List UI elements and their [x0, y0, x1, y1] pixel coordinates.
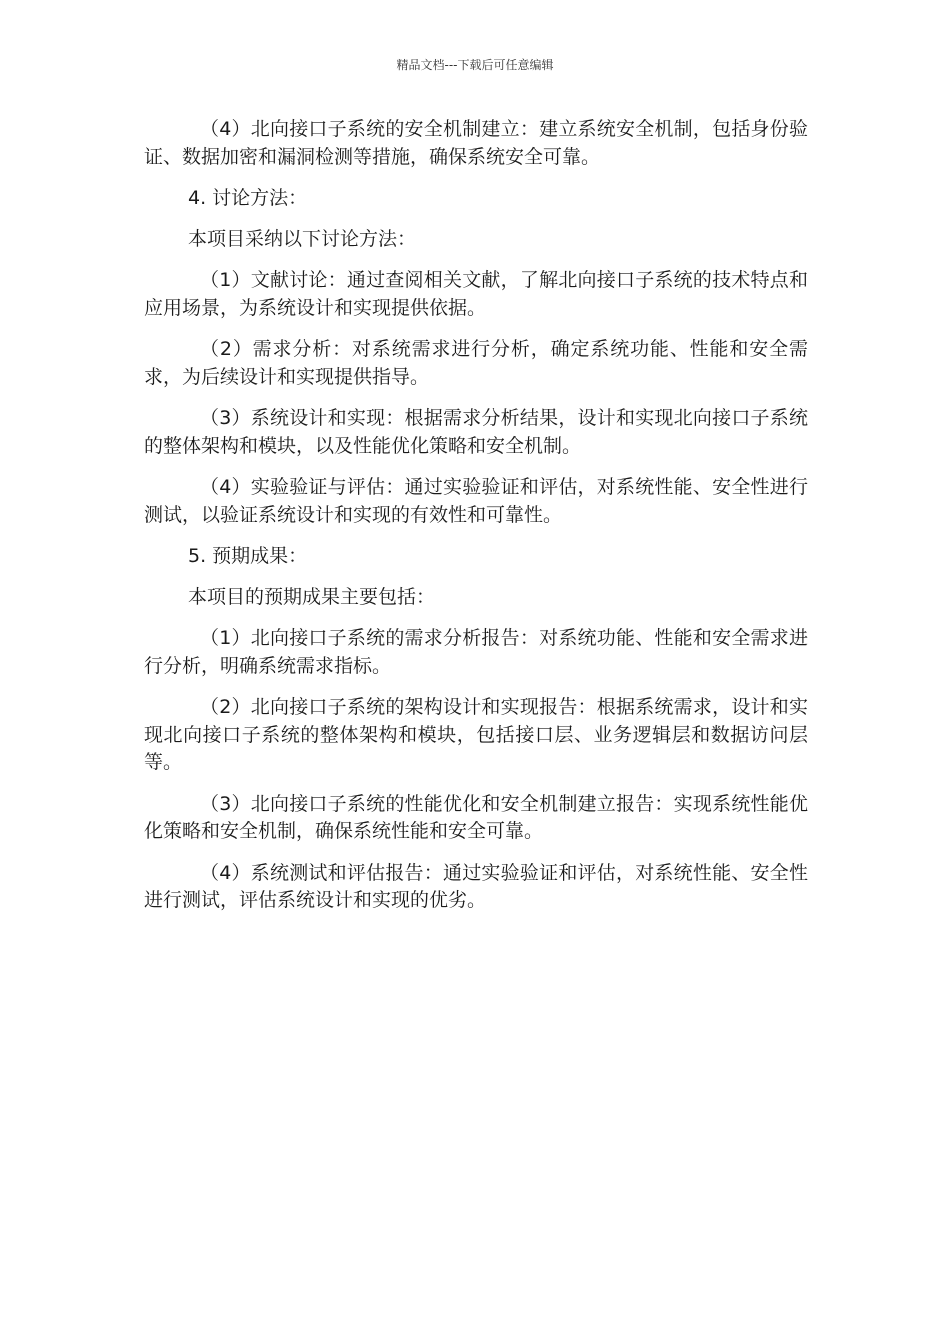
list-item-evaluation: （4）实验验证与评估：通过实验验证和评估，对系统性能、安全性进行测试，以验证系统设计和实现的有效性和可靠性。: [144, 476, 808, 526]
list-item-architecture-report: （2）北向接口子系统的架构设计和实现报告：根据系统需求，设计和实现北向接口子系统的整体架构和模块，包括接口层、业务逻辑层和数据访问层等。: [144, 696, 808, 773]
section-heading-outcomes: 5. 预期成果：: [188, 545, 308, 567]
list-item-testing-report: （4）系统测试和评估报告：通过实验验证和评估，对系统性能、安全性进行测试，评估系统设计和实现的优劣。: [144, 861, 808, 911]
list-item-performance-report: （3）北向接口子系统的性能优化和安全机制建立报告：实现系统性能优化策略和安全机制，确保系统性能和安全可靠。: [144, 792, 808, 842]
list-item-requirements: （2）需求分析：对系统需求进行分析，确定系统功能、性能和安全需求，为后续设计和实现提供指导。: [144, 338, 808, 388]
list-item-literature: （1）文献讨论：通过查阅相关文献，了解北向接口子系统的技术特点和应用场景，为系统设计和实现提供依据。: [144, 269, 808, 319]
document-body: [144, 116, 808, 929]
page-header: 精品文档---下载后可任意编辑: [396, 58, 554, 72]
list-item-design: （3）系统设计和实现：根据需求分析结果，设计和实现北向接口子系统的整体架构和模块，以及性能优化策略和安全机制。: [144, 407, 808, 457]
list-item-requirements-report: （1）北向接口子系统的需求分析报告：对系统功能、性能和安全需求进行分析，明确系统需求指标。: [144, 627, 808, 677]
paragraph-outcomes-intro: 本项目的预期成果主要包括：: [188, 585, 436, 608]
paragraph-security-mechanism: （4）北向接口子系统的安全机制建立：建立系统安全机制，包括身份验证、数据加密和漏洞检测等措施，确保系统安全可靠。: [144, 118, 808, 168]
paragraph-methods-intro: 本项目采纳以下讨论方法：: [188, 227, 417, 250]
section-heading-methods: 4. 讨论方法：: [188, 187, 308, 209]
